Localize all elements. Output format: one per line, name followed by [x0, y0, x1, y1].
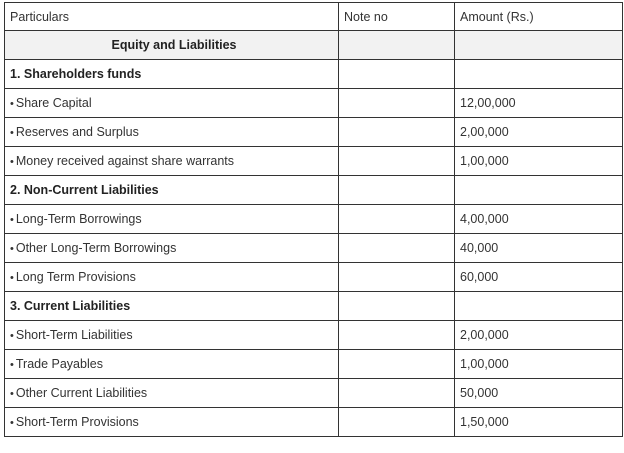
amount-cell: 12,00,000: [455, 89, 623, 118]
group-row: [5, 60, 623, 89]
note-cell: [339, 60, 455, 89]
amount-cell: 4,00,000: [455, 205, 623, 234]
amount-cell: 1,00,000: [455, 350, 623, 379]
bullet-icon: •: [10, 359, 14, 371]
amount-cell: 60,000: [455, 263, 623, 292]
note-cell: [339, 205, 455, 234]
item-label: Trade Payables: [15, 357, 103, 371]
particulars-cell: [5, 89, 339, 118]
note-cell: [339, 263, 455, 292]
section-row: [5, 31, 623, 60]
table-row: [5, 321, 623, 350]
amount-cell: 50,000: [455, 379, 623, 408]
amount-cell: 1,50,000: [455, 408, 623, 437]
particulars-cell: [5, 350, 339, 379]
bullet-icon: •: [10, 272, 14, 284]
table-row: [5, 408, 623, 437]
amount-cell: [455, 60, 623, 89]
item-label: Other Current Liabilities: [15, 386, 148, 400]
bullet-icon: •: [10, 127, 14, 139]
header-amount: Amount (Rs.): [455, 3, 623, 31]
particulars-cell: [5, 263, 339, 292]
table-row: [5, 147, 623, 176]
header-note-no: Note no: [339, 3, 455, 31]
note-cell: [339, 321, 455, 350]
group-label: 3. Current Liabilities: [10, 299, 131, 313]
table-row: [5, 263, 623, 292]
item-label: Other Long-Term Borrowings: [15, 241, 177, 255]
particulars-cell: [5, 234, 339, 263]
section-note-cell: [339, 31, 455, 60]
note-cell: [339, 379, 455, 408]
amount-cell: [455, 176, 623, 205]
group-row: [5, 176, 623, 205]
table-row: [5, 118, 623, 147]
particulars-cell: [5, 408, 339, 437]
particulars-cell: [5, 379, 339, 408]
bullet-icon: •: [10, 156, 14, 168]
item-label: Long Term Provisions: [15, 270, 136, 284]
table-row: [5, 350, 623, 379]
particulars-cell: [5, 321, 339, 350]
bullet-icon: •: [10, 417, 14, 429]
note-cell: [339, 292, 455, 321]
particulars-cell: [5, 147, 339, 176]
section-amount-cell: [455, 31, 623, 60]
item-label: Reserves and Surplus: [15, 125, 139, 139]
table-row: [5, 234, 623, 263]
amount-cell: 1,00,000: [455, 147, 623, 176]
note-cell: [339, 350, 455, 379]
note-cell: [339, 408, 455, 437]
bullet-icon: •: [10, 330, 14, 342]
amount-cell: 2,00,000: [455, 321, 623, 350]
group-label-cell: [5, 60, 339, 89]
amount-cell: 2,00,000: [455, 118, 623, 147]
bullet-icon: •: [10, 388, 14, 400]
item-label: Long-Term Borrowings: [15, 212, 142, 226]
note-cell: [339, 118, 455, 147]
item-label: Short-Term Liabilities: [15, 328, 133, 342]
table-row: [5, 89, 623, 118]
header-row: [5, 3, 623, 31]
particulars-cell: [5, 205, 339, 234]
bullet-icon: •: [10, 214, 14, 226]
table-row: [5, 205, 623, 234]
group-row: [5, 292, 623, 321]
amount-cell: [455, 292, 623, 321]
header-particulars: Particulars: [5, 3, 339, 31]
item-label: Short-Term Provisions: [15, 415, 139, 429]
note-cell: [339, 89, 455, 118]
note-cell: [339, 234, 455, 263]
bullet-icon: •: [10, 98, 14, 110]
group-label-cell: [5, 292, 339, 321]
note-cell: [339, 147, 455, 176]
item-label: Money received against share warrants: [15, 154, 235, 168]
particulars-cell: [5, 118, 339, 147]
group-label: 2. Non-Current Liabilities: [10, 183, 159, 197]
table-row: [5, 379, 623, 408]
group-label: 1. Shareholders funds: [10, 67, 142, 81]
table-body: [5, 3, 623, 437]
balance-sheet-table: [4, 2, 623, 437]
item-label: Share Capital: [15, 96, 92, 110]
amount-cell: 40,000: [455, 234, 623, 263]
section-title: Equity and Liabilities: [5, 31, 339, 60]
note-cell: [339, 176, 455, 205]
bullet-icon: •: [10, 243, 14, 255]
group-label-cell: [5, 176, 339, 205]
